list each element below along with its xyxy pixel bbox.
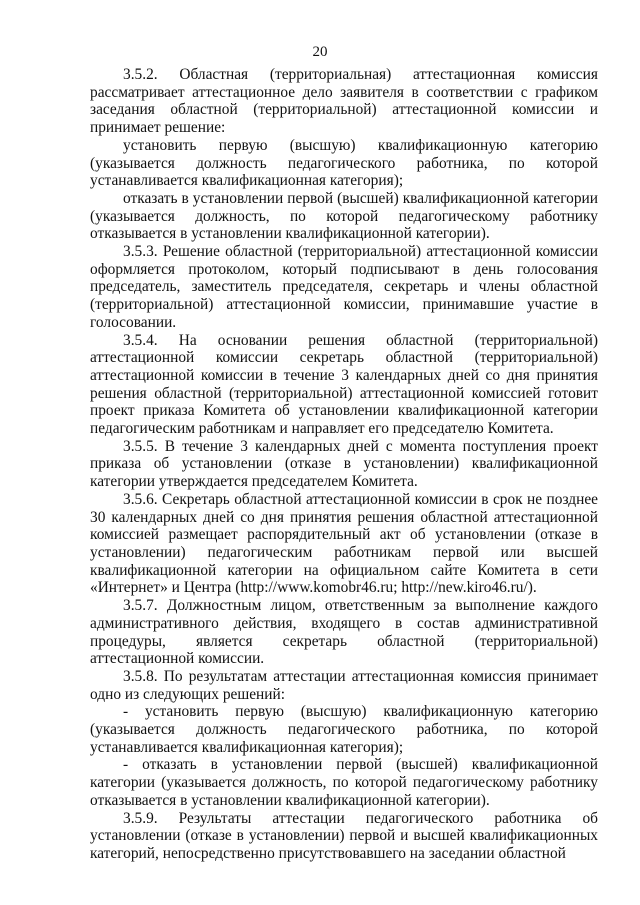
paragraph-3-5-9: 3.5.9. Результаты аттестации педагогического работника об установлении (отказе в установлении) первой и высшей квалификационных категорий, непосредственно присутствовавшего на заседании областной [90, 809, 598, 862]
paragraph-3-5-5: 3.5.5. В течение 3 календарных дней с момента поступления проект приказа об установлении (отказе в установлении) квалификационной категории утверждается председателем Комитета. [90, 437, 598, 491]
page-body [90, 66, 598, 863]
paragraph-3-5-4: 3.5.4. На основании решения областной (территориальной) аттестационной комиссии секретарь областной (территориальной) аттестационной комиссии в течение 3 календарных дней со дня принятия решения областной (территориальной) аттестационной комиссией готовит проект приказа Комитета об установлении квалификационной категории педагогическим работникам и направляет его председателю Комитета. [90, 331, 598, 438]
paragraph-3-5-8: 3.5.8. По результатам аттестации аттестационная комиссия принимает одно из следующих решений: [90, 667, 598, 703]
paragraph-decision-refuse: отказать в установлении первой (высшей) квалификационной категории (указывается должность, по которой педагогическому работнику отказывается в установлении квалификационной категории). [90, 189, 598, 243]
paragraph-decision-establish: установить первую (высшую) квалификационную категорию (указывается должность педагогического работника, по которой устанавливается квалификационная категория); [90, 136, 598, 190]
paragraph-3-5-6: 3.5.6. Секретарь областной аттестационной комиссии в срок не позднее 30 календарных дней со дня принятия решения областной аттестационной комиссией размещает распорядительный акт об установлении (отказе в установлении) педагогическим работникам первой или высшей квалификационной категории на официальном сайте Комитета в сети «Интернет» и Центра (http://www.komobr46.ru; http://new.kiro46.ru/). [90, 490, 598, 597]
paragraph-3-5-7: 3.5.7. Должностным лицом, ответственным за выполнение каждого административного действия, входящего в состав административной процедуры, является секретарь областной (территориальной) аттестационной комиссии. [90, 597, 598, 668]
list-item-refuse: - отказать в установлении первой (высшей) квалификационной категории (указывается должность, по которой педагогическому работнику отказывается в установлении квалификационной категории). [90, 756, 598, 809]
paragraph-3-5-2: 3.5.2. Областная (территориальная) аттестационная комиссия рассматривает аттестационное дело заявителя в соответствии с графиком заседания областной (территориальной) аттестационной комиссии и принимает решение: [90, 66, 598, 137]
paragraph-3-5-3: 3.5.3. Решение областной (территориальной) аттестационной комиссии оформляется протоколом, который подписывают в день голосования председатель, заместитель председателя, секретарь и члены областной (территориальной) аттестационной комиссии, принимавшие участие в голосовании. [90, 243, 598, 331]
page-number: 20 [312, 44, 328, 60]
list-item-establish: - установить первую (высшую) квалификационную категорию (указывается должность педагогического работника, по которой устанавливается квалификационная категория); [90, 703, 598, 756]
